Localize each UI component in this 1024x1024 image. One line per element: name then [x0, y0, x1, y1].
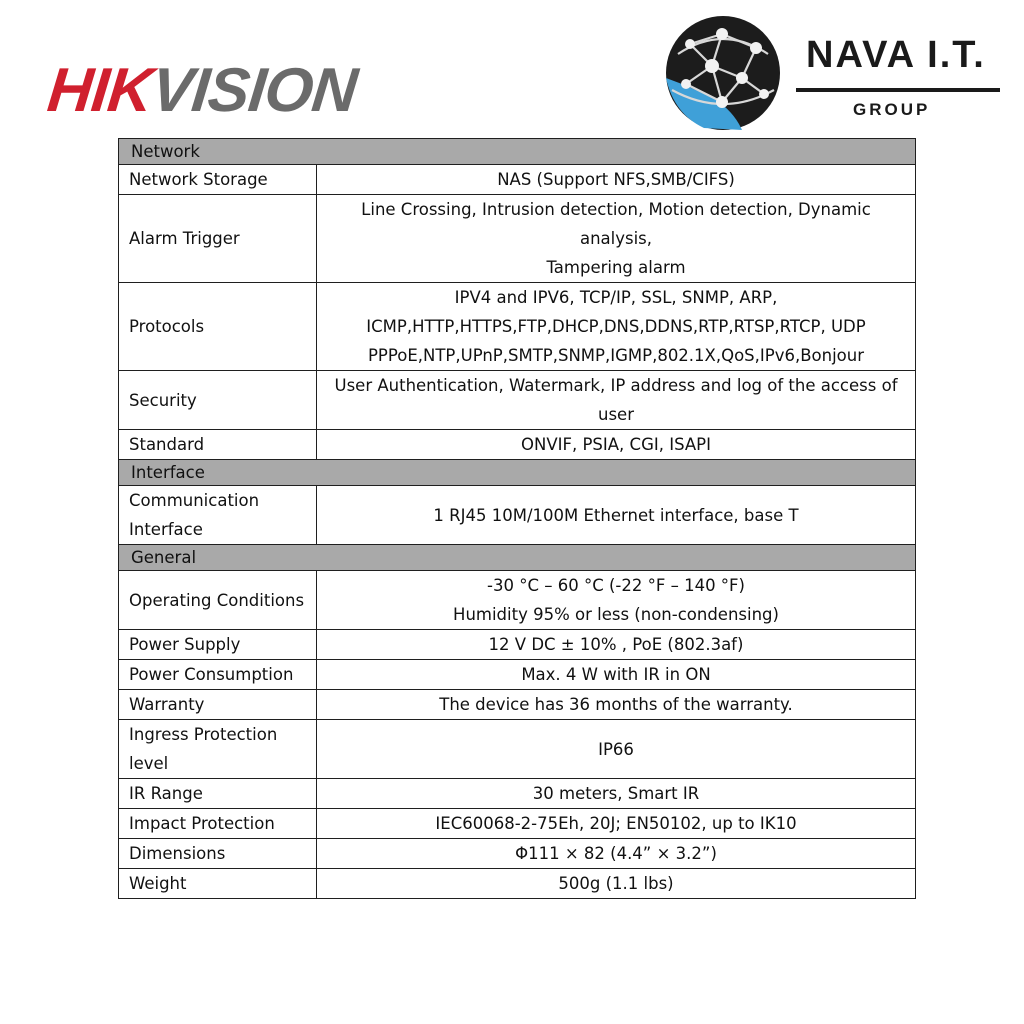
- spec-value: ONVIF, PSIA, CGI, ISAPI: [317, 430, 916, 460]
- section-header-interface: [119, 460, 916, 486]
- spec-value-line: user: [598, 405, 634, 424]
- hikvision-logo: [44, 56, 360, 125]
- spec-row-ingress-protection-level: [119, 720, 916, 779]
- spec-label: IR Range: [119, 779, 317, 809]
- spec-label: [119, 720, 317, 779]
- spec-label-line: Ingress Protection: [129, 725, 278, 744]
- spec-value: The device has 36 months of the warranty.: [317, 690, 916, 720]
- spec-table: [118, 138, 916, 899]
- nava-logo-divider: [796, 88, 1000, 92]
- spec-label-line: Communication: [129, 491, 260, 510]
- spec-label: Operating Conditions: [119, 571, 317, 630]
- hikvision-logo-part1: HIK: [44, 56, 156, 125]
- spec-value: Φ111 × 82 (4.4” × 3.2”): [317, 839, 916, 869]
- spec-label: Standard: [119, 430, 317, 460]
- spec-value-line: Tampering alarm: [546, 258, 686, 277]
- spec-label-line: level: [129, 754, 169, 773]
- spec-label: Warranty: [119, 690, 317, 720]
- spec-row-communication-interface: [119, 486, 916, 545]
- spec-value: Max. 4 W with IR in ON: [317, 660, 916, 690]
- spec-row-power-supply: [119, 630, 916, 660]
- spec-value-line: -30 °C – 60 °C (-22 °F – 140 °F): [487, 576, 745, 595]
- spec-row-alarm-trigger: [119, 195, 916, 283]
- spec-value: [317, 283, 916, 371]
- spec-row-power-consumption: [119, 660, 916, 690]
- spec-row-impact-protection: [119, 809, 916, 839]
- spec-label: Weight: [119, 869, 317, 899]
- spec-value: 30 meters, Smart IR: [317, 779, 916, 809]
- spec-value-line: User Authentication, Watermark, IP address and log of the access of: [334, 376, 898, 395]
- spec-value-line: PPPoE,NTP,UPnP,SMTP,SNMP,IGMP,802.1X,QoS,IPv6,Bonjour: [367, 346, 865, 365]
- section-title: General: [119, 545, 916, 571]
- spec-value: [317, 571, 916, 630]
- spec-value: 1 RJ45 10M/100M Ethernet interface, base T: [317, 486, 916, 545]
- section-title: Network: [119, 139, 916, 165]
- hikvision-logo-part2: VISION: [148, 56, 360, 125]
- spec-label: Alarm Trigger: [119, 195, 317, 283]
- spec-row-standard: [119, 430, 916, 460]
- spec-label: Network Storage: [119, 165, 317, 195]
- spec-label: Power Consumption: [119, 660, 317, 690]
- spec-value: [317, 195, 916, 283]
- nava-logo-name: NAVA I.T.: [806, 34, 986, 76]
- spec-value: 500g (1.1 lbs): [317, 869, 916, 899]
- spec-label: Power Supply: [119, 630, 317, 660]
- spec-row-ir-range: [119, 779, 916, 809]
- spec-label: Protocols: [119, 283, 317, 371]
- spec-label: Dimensions: [119, 839, 317, 869]
- spec-label-line: Interface: [129, 520, 203, 539]
- spec-row-security: [119, 371, 916, 430]
- spec-label: Impact Protection: [119, 809, 317, 839]
- spec-value-line: Humidity 95% or less (non-condensing): [453, 605, 779, 624]
- spec-value: IP66: [317, 720, 916, 779]
- spec-row-operating-conditions: [119, 571, 916, 630]
- section-title: Interface: [119, 460, 916, 486]
- section-header-network: [119, 139, 916, 165]
- spec-row-dimensions: [119, 839, 916, 869]
- nava-logo-subtitle: GROUP: [853, 100, 931, 119]
- section-header-general: [119, 545, 916, 571]
- spec-label: [119, 486, 317, 545]
- spec-label: Security: [119, 371, 317, 430]
- globe-network-icon: [664, 14, 782, 132]
- spec-value: NAS (Support NFS,SMB/CIFS): [317, 165, 916, 195]
- spec-value-line: ICMP,HTTP,HTTPS,FTP,DHCP,DNS,DDNS,RTP,RTSP,RTCP, UDP: [366, 317, 866, 336]
- spec-value-line: IPV4 and IPV6, TCP/IP, SSL, SNMP, ARP,: [454, 288, 778, 307]
- spec-value: IEC60068-2-75Eh, 20J; EN50102, up to IK10: [317, 809, 916, 839]
- spec-row-weight: [119, 869, 916, 899]
- spec-value: 12 V DC ± 10% , PoE (802.3af): [317, 630, 916, 660]
- spec-row-protocols: [119, 283, 916, 371]
- spec-value-line: Line Crossing, Intrusion detection, Motion detection, Dynamic analysis,: [361, 200, 871, 248]
- spec-row-network-storage: [119, 165, 916, 195]
- spec-value: [317, 371, 916, 430]
- spec-row-warranty: [119, 690, 916, 720]
